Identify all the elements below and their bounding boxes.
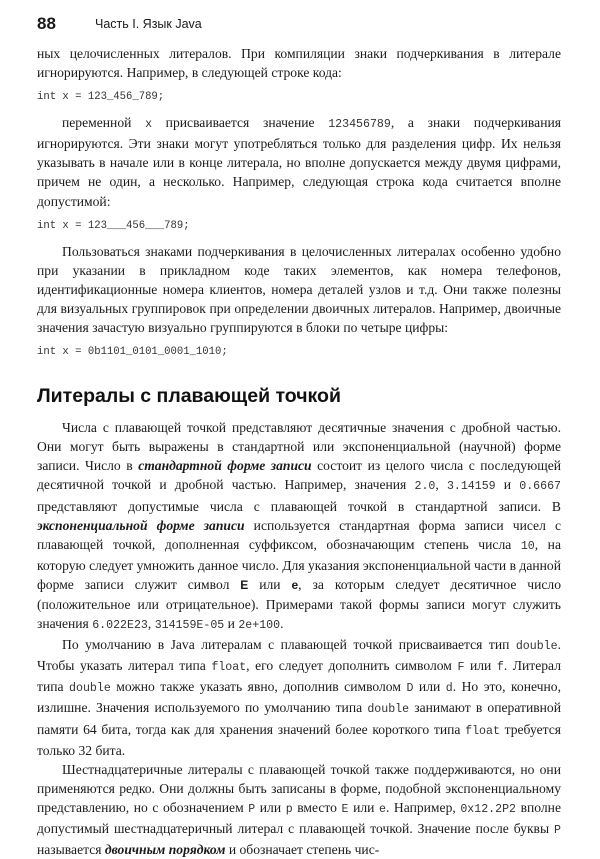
- text-run: , его следует дополнить символом: [246, 658, 458, 674]
- text-run: , на которую следует умножить данное число. Для указания экспоненциальной части в данной форме записи служит символ: [37, 536, 561, 592]
- inline-code: d: [445, 682, 453, 696]
- text-run: ных целочисленных литералов. При компиляции знаки подчеркивания в литерале игнорируются. Например, в следующей строке кода:: [37, 46, 561, 81]
- paragraph: [37, 418, 561, 635]
- inline-code: P: [248, 802, 256, 816]
- page-number: 88: [37, 14, 56, 33]
- text-run: и: [224, 616, 239, 632]
- inline-code: 2e+100: [238, 619, 281, 633]
- inline-code: p: [285, 802, 293, 816]
- text-run: По умолчанию в Java литералам с плавающей точкой присваивается тип: [62, 637, 516, 653]
- inline-code: 6.022E23: [92, 619, 148, 633]
- inline-code: 314159E-05: [154, 619, 225, 633]
- emphasis: двоичным порядком: [104, 842, 226, 858]
- inline-code: double: [69, 682, 111, 696]
- text-run: , за которым следует десятичное число (положительное или отрицательное). Примерами такой формы записи могут служить значения: [37, 576, 561, 632]
- inline-code: float: [211, 661, 247, 675]
- inline-code: F: [457, 661, 465, 675]
- text-run: занимают в оперативной памяти 64 бита, тогда как для хранения значений более короткого типа: [37, 700, 561, 737]
- page-body: [37, 44, 561, 859]
- text-run: ,: [435, 477, 447, 493]
- bold-symbol: E: [240, 577, 249, 592]
- code-line: int x = 123___456___789;: [37, 219, 190, 232]
- emphasis: экспоненциальной форме записи: [37, 517, 245, 533]
- inline-code: P: [554, 824, 561, 837]
- text-run: используется стандартная форма записи чисел с плавающей точкой, дополненная суффиксом, обозначающим степень числа: [37, 517, 561, 552]
- code-line: int x = 123_456_789;: [37, 91, 165, 104]
- text-run: и: [495, 477, 520, 493]
- text-run: присваивается значение: [152, 115, 329, 131]
- text-run: или: [248, 576, 292, 592]
- text-run: требуется только 32 бита.: [37, 721, 562, 758]
- inline-code: e: [378, 802, 386, 816]
- text-run: . Но это, конечно, излишне. Значения используемого по умолчанию типа: [37, 679, 561, 716]
- paragraph: [37, 242, 561, 337]
- inline-code: D: [406, 682, 414, 696]
- bold-symbol: e: [291, 577, 299, 592]
- emphasis: стандартной форме записи: [138, 458, 312, 474]
- text-run: . Например,: [385, 799, 461, 815]
- text-run: вполне допустимый шестнадцатеричный литерал с плавающей точкой. Значение после буквы: [37, 799, 561, 836]
- inline-code: double: [515, 640, 558, 654]
- inline-code: f: [496, 661, 504, 675]
- inline-code: 0.6667: [519, 480, 562, 494]
- text-run: состоит из целого числа с последующей десятичной точкой и дробной частью. Например, значения: [37, 458, 561, 493]
- text-run: или: [413, 679, 446, 695]
- inline-code: 3.14159: [446, 480, 496, 494]
- text-run: Шестнадцатеричные литералы с плавающей точкой также поддерживаются, но они применяются редко. Они должны быть записаны в форме, подобной экспоненциальному представлению, но с обозначением: [37, 761, 561, 815]
- running-head: Часть I. Язык Java: [95, 17, 202, 31]
- paragraph: [37, 760, 561, 859]
- text-run: можно также указать явно, дополнив символом: [110, 679, 407, 695]
- section-heading: Литералы с плавающей точкой: [37, 385, 341, 408]
- text-run: вместо: [292, 799, 342, 815]
- inline-code: 0x12.2P2: [460, 802, 517, 816]
- inline-code: E: [341, 802, 349, 816]
- paragraph: [37, 44, 561, 82]
- text-run: ,: [147, 616, 155, 632]
- text-run: или: [348, 799, 379, 815]
- text-run: .: [280, 616, 284, 632]
- paragraph: [37, 113, 561, 210]
- text-run: и обозначает степень чис-: [225, 842, 380, 858]
- page-header: [37, 14, 567, 38]
- inline-code: 10: [520, 539, 535, 553]
- inline-code: double: [367, 703, 410, 717]
- text-run: . Чтобы указать литерал типа: [37, 637, 561, 674]
- inline-code: 2.0: [414, 480, 436, 494]
- text-run: называется: [37, 842, 105, 858]
- paragraph: [37, 635, 561, 760]
- code-line: int x = 0b1101_0101_0001_1010;: [37, 346, 228, 359]
- inline-code: 123456789: [328, 118, 391, 132]
- inline-code: float: [465, 724, 500, 738]
- text-run: переменной: [62, 115, 146, 131]
- text-run: или: [464, 658, 497, 674]
- text-run: Числа с плавающей точкой представляют десятичные значения с дробной частью. Они могут быть выражены в стандартной или экспоненциальной (научной) форме записи. Число в: [37, 420, 561, 474]
- text-run: или: [255, 799, 286, 815]
- inline-code: x: [145, 118, 153, 132]
- text-run: представляют допустимые числа с плавающей точкой в стандартной записи. В: [37, 498, 561, 514]
- text-run: Пользоваться знаками подчеркивания в целочисленных литералах особенно удобно при указании в прикладном коде таких элементов, как номера телефонов, идентификационные номера клиентов, номера деталей узлов и т.д. Они также полезны для визуальных группировок при определении двоичных литералов. Например, двоичные значения зачастую визуально группируются в блоки по четыре цифры:: [37, 243, 561, 336]
- text-run: . Литерал типа: [37, 658, 561, 695]
- text-run: , а знаки подчеркивания игнорируются. Эти знаки могут употребляться только для разделения цифр. Их нельзя указывать в начале или в конце литерала, но вполне допускается между двумя цифрами, причем не один, а несколько. Например, следующая строка кода считается вполне допустимой:: [37, 115, 562, 209]
